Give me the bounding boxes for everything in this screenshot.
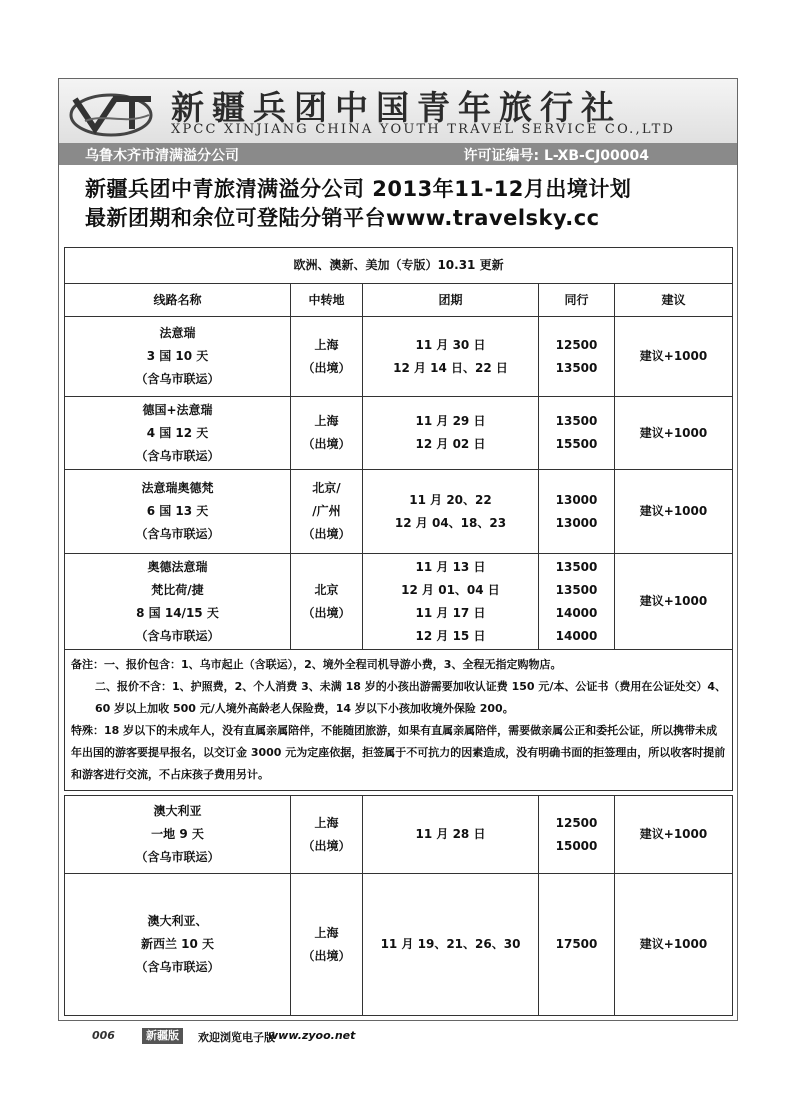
advice-cell: 建议+1000	[615, 470, 733, 554]
route-cell	[65, 317, 291, 397]
price-cell	[539, 397, 615, 470]
route-cell	[65, 554, 291, 650]
dates-cell	[363, 554, 539, 650]
branch-bar	[59, 143, 737, 165]
headline-title: 新疆兵团中青旅清满溢分公司 2013年11-12月出境计划	[85, 177, 632, 201]
column-header: 中转地	[291, 284, 363, 317]
price-value: 15500	[555, 437, 598, 451]
page-footer	[58, 1028, 738, 1046]
date-line: 11 月 13 日	[415, 559, 486, 574]
date-line: 11 月 30 日	[415, 337, 486, 352]
advice-cell: 建议+1000	[615, 397, 733, 470]
table-row	[65, 397, 733, 470]
price-value: 13500	[555, 582, 598, 597]
table-row	[65, 554, 733, 650]
route-line: 法意瑞奥德梵	[141, 481, 214, 495]
footer-welcome-text: 欢迎浏览电子版	[198, 1031, 275, 1044]
license-number: 许可证编号: L-XB-CJ00004	[463, 148, 649, 164]
transit-line: （出境）	[302, 948, 351, 963]
transit-line: （出境）	[302, 838, 351, 853]
section-title: 欧洲、澳新、美加（专版）10.31 更新	[65, 248, 733, 284]
route-line: 4 国 12 天	[146, 425, 209, 440]
itinerary-table-europe	[64, 247, 733, 791]
transit-line: 上海	[314, 925, 339, 940]
route-line: （含乌市联运）	[135, 527, 220, 541]
route-line: 梵比荷/捷	[151, 582, 204, 597]
route-line: （含乌市联运）	[135, 372, 220, 386]
price-value: 15000	[555, 838, 598, 853]
transit-cell	[291, 397, 363, 470]
date-line: 11 月 17 日	[415, 605, 486, 620]
route-line: （含乌市联运）	[135, 448, 220, 463]
route-line: 6 国 13 天	[146, 504, 209, 518]
date-line: 12 月 04、18、23	[394, 515, 507, 530]
dates-cell	[363, 317, 539, 397]
route-line: （含乌市联运）	[135, 850, 220, 864]
edition-badge: 新疆版	[142, 1028, 183, 1044]
transit-line: 北京/	[312, 481, 341, 495]
price-cell	[539, 470, 615, 554]
section-title-row	[65, 248, 733, 284]
transit-line: （出境）	[302, 605, 351, 620]
branch-name: 乌鲁木齐市清满溢分公司	[85, 148, 239, 164]
page-frame	[58, 78, 738, 1021]
route-line: 德国+法意瑞	[142, 402, 213, 417]
route-line: 奥德法意瑞	[147, 559, 208, 574]
price-cell	[539, 874, 615, 1016]
route-line: 一地 9 天	[151, 827, 204, 841]
route-line: 新西兰 10 天	[140, 937, 215, 951]
notes-cell	[65, 650, 733, 791]
table-row	[65, 317, 733, 397]
dates-cell	[363, 874, 539, 1016]
price-value: 12500	[555, 337, 598, 352]
column-header: 线路名称	[65, 284, 291, 317]
price-cell	[539, 796, 615, 874]
route-line: （含乌市联运）	[135, 960, 220, 974]
route-line: 3 国 10 天	[146, 349, 209, 363]
price-value: 13500	[555, 414, 598, 428]
dates-cell	[363, 796, 539, 874]
price-cell	[539, 317, 615, 397]
date-line: 12 月 02 日	[415, 437, 486, 451]
advice-cell: 建议+1000	[615, 317, 733, 397]
route-cell	[65, 397, 291, 470]
price-value: 13000	[555, 515, 598, 530]
transit-line: /广州	[312, 504, 341, 518]
date-line: 12 月 15 日	[415, 628, 486, 643]
price-cell	[539, 554, 615, 650]
date-line: 11 月 19、21、26、30	[380, 937, 521, 951]
transit-cell	[291, 317, 363, 397]
itinerary-table-oceania	[64, 795, 733, 1016]
headline-subtitle: 最新团期和余位可登陆分销平台www.travelsky.cc	[85, 206, 600, 230]
note-special: 特殊：18 岁以下的未成年人，没有直属亲属陪伴，不能随团旅游，如果有直属亲属陪伴，需要做亲属公正和委托公证，所以携带未成年出国的游客要提早报名，以交订金 3000 元为定座依据，拒签属于不可抗力的因素造成，没有明确书面的拒签理由，所以收客时提前和游客进行交流，不占床孩子费用另计。	[71, 724, 726, 781]
column-header: 同行	[539, 284, 615, 317]
route-line: 澳大利亚	[153, 804, 202, 818]
transit-line: （出境）	[302, 437, 351, 451]
table-row	[65, 470, 733, 554]
note-excluded: 二、报价不含：1、护照费，2、个人消费 3、未满 18 岁的小孩出游需要加收认证费 150 元/本、公证书（费用在公证处交）4、60 岁以上加收 500 元/人境外高龄老人保险费，14 岁以下小孩加收境外保险 200。	[95, 680, 727, 715]
table-row	[65, 874, 733, 1016]
transit-cell	[291, 470, 363, 554]
advice-cell: 建议+1000	[615, 554, 733, 650]
route-line: 法意瑞	[159, 326, 196, 340]
column-header: 团期	[363, 284, 539, 317]
brand-chinese-name: 新疆兵团中国青年旅行社	[171, 88, 622, 127]
transit-line: 北京	[314, 582, 339, 597]
table-header-row	[65, 284, 733, 317]
transit-cell	[291, 554, 363, 650]
price-value: 14000	[555, 605, 598, 620]
transit-line: 上海	[314, 337, 339, 352]
route-cell	[65, 796, 291, 874]
transit-cell	[291, 796, 363, 874]
note-included: 备注：一、报价包含：1、乌市起止（含联运），2、境外全程司机导游小费，3、全程无指定购物店。	[71, 658, 562, 671]
date-line: 12 月 01、04 日	[401, 582, 500, 597]
route-cell	[65, 470, 291, 554]
route-line: （含乌市联运）	[135, 628, 220, 643]
route-line: 澳大利亚、	[147, 914, 208, 928]
transit-line: （出境）	[302, 360, 351, 375]
price-value: 13000	[555, 492, 598, 507]
price-value: 13500	[555, 360, 598, 375]
transit-line: 上海	[314, 815, 339, 830]
price-value: 13500	[555, 559, 598, 574]
route-cell	[65, 874, 291, 1016]
price-value: 12500	[555, 815, 598, 830]
dates-cell	[363, 397, 539, 470]
date-line: 12 月 14 日、22 日	[393, 360, 508, 375]
route-line: 8 国 14/15 天	[136, 605, 219, 620]
transit-line: （出境）	[302, 527, 351, 541]
date-line: 11 月 20、22	[409, 492, 492, 507]
column-header: 建议	[615, 284, 733, 317]
header-banner	[59, 79, 737, 165]
notes-row	[65, 650, 733, 791]
brand-english-name: XPCC XINJIANG CHINA YOUTH TRAVEL SERVICE CO.,LTD	[171, 122, 676, 137]
company-logo-icon	[65, 85, 157, 141]
dates-cell	[363, 470, 539, 554]
price-value: 14000	[555, 628, 598, 643]
date-line: 11 月 28 日	[415, 827, 486, 841]
table-row	[65, 796, 733, 874]
page-number: 006	[92, 1029, 115, 1042]
advice-cell: 建议+1000	[615, 874, 733, 1016]
transit-cell	[291, 874, 363, 1016]
date-line: 11 月 29 日	[415, 414, 486, 428]
transit-line: 上海	[314, 414, 339, 428]
price-value: 17500	[555, 937, 598, 951]
advice-cell: 建议+1000	[615, 796, 733, 874]
footer-website-link[interactable]: www.zyoo.net	[268, 1029, 356, 1042]
